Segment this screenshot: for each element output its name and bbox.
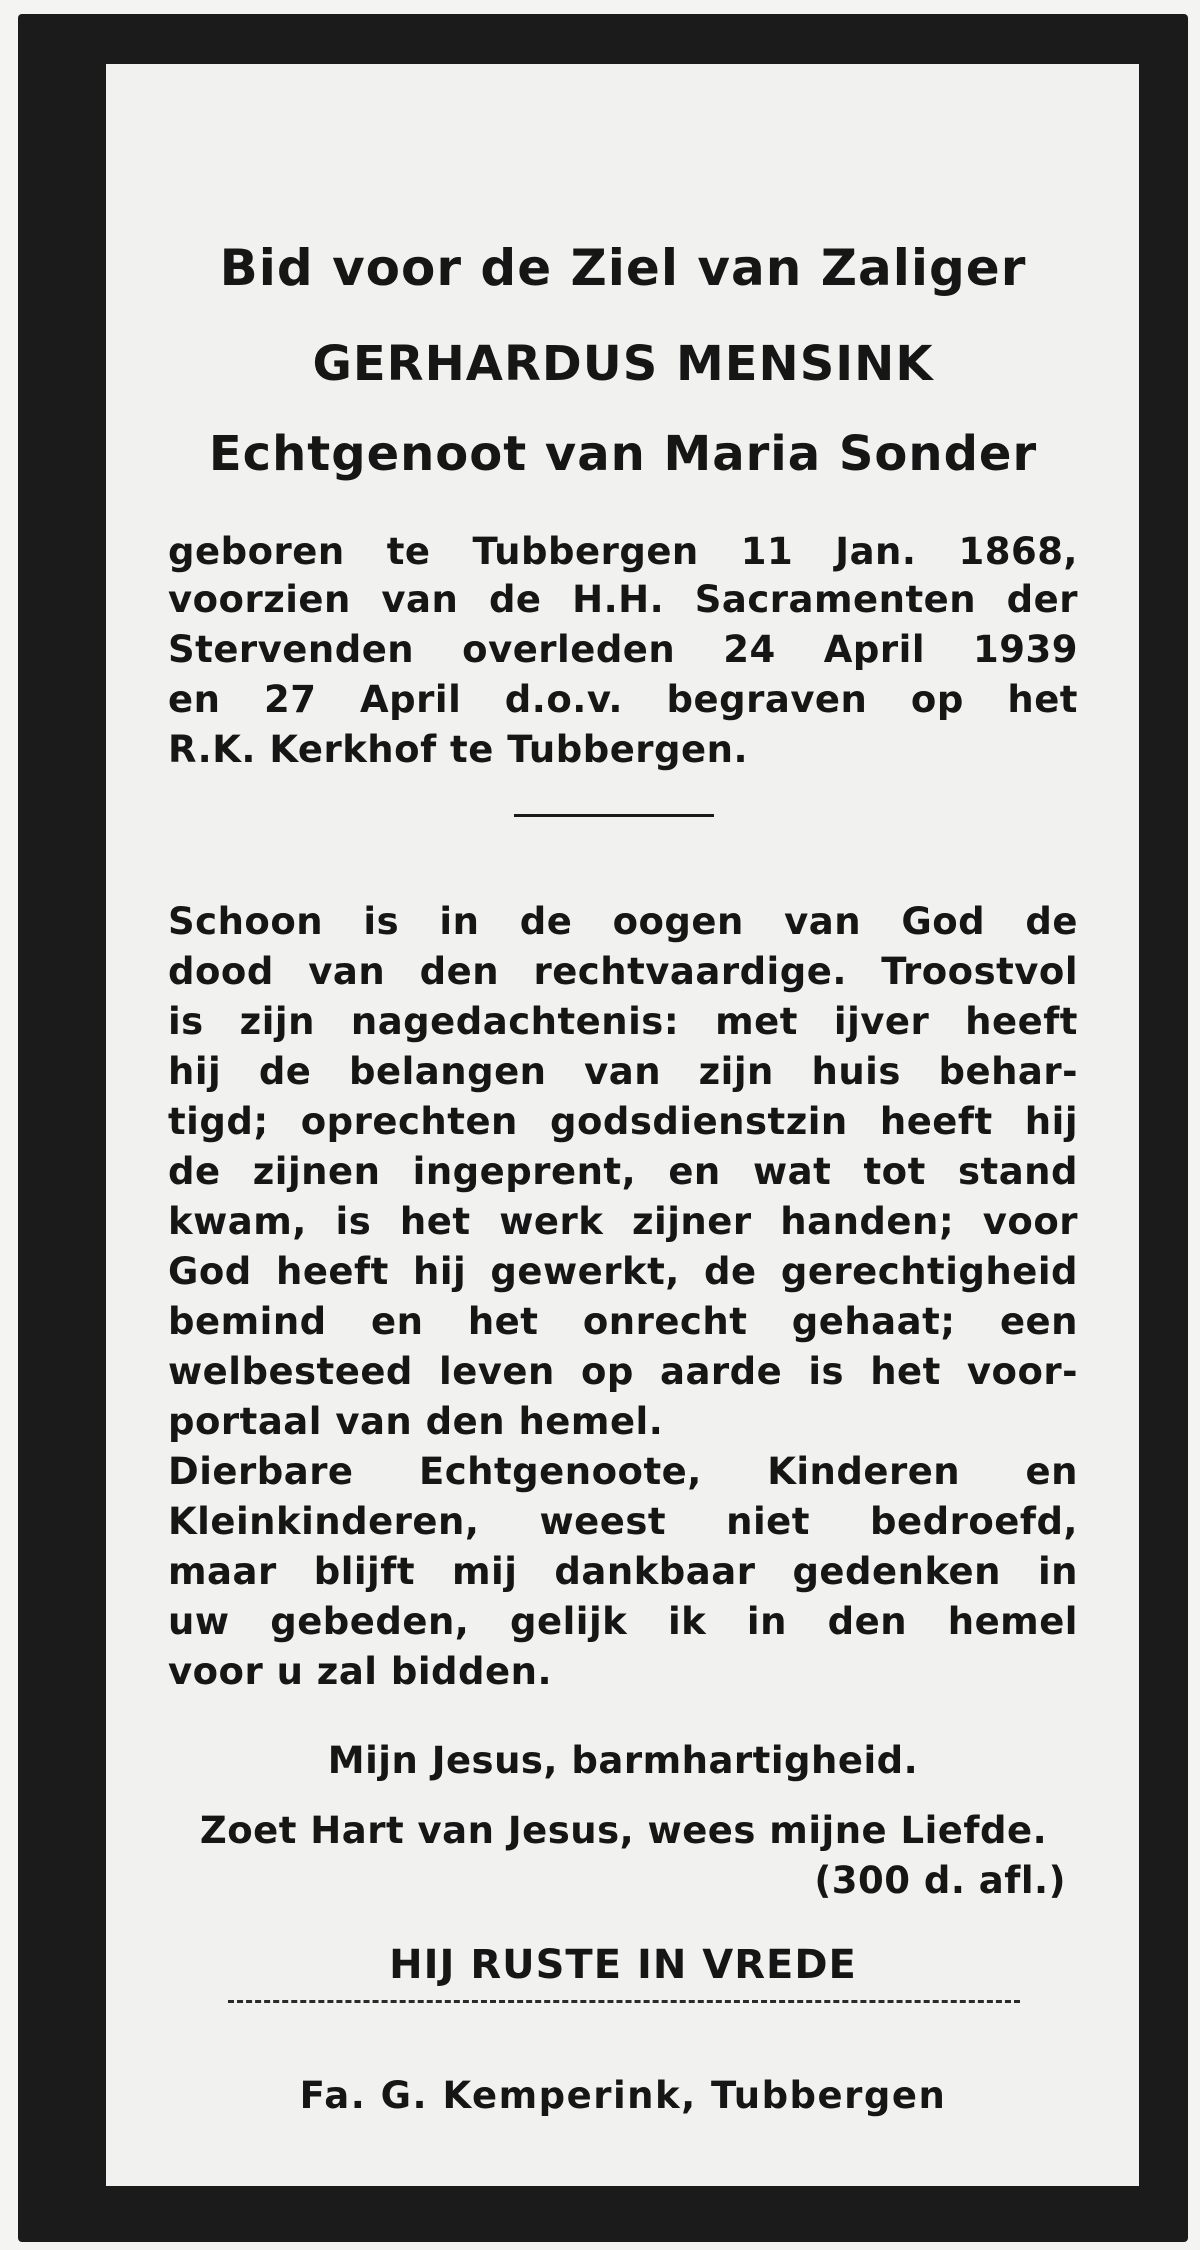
text-line: portaal van den hemel. [168, 1400, 664, 1443]
text-line: de zijnen ingeprent, en wat tot stand [168, 1150, 1078, 1193]
text-line: God heeft hij gewerkt, de gerechtigheid [168, 1250, 1078, 1293]
indulgence-note: (300 d. afl.) [814, 1859, 1066, 1902]
text-line: voor u zal bidden. [168, 1650, 553, 1693]
closing-line: HIJ RUSTE IN VREDE [389, 1942, 857, 1988]
text-line: maar blijft mij dankbaar gedenken in [168, 1550, 1078, 1593]
biography-line: voorzien van de H.H. Sacramenten der [168, 578, 1078, 621]
biography-line: en 27 April d.o.v. begraven op het [168, 678, 1078, 721]
text-line: Schoon is in de oogen van God de [168, 900, 1078, 943]
text-line: uw gebeden, gelijk ik in den hemel [168, 1600, 1078, 1643]
prayer-line1: Mijn Jesus, barmhartigheid. [327, 1739, 919, 1782]
card-content [106, 64, 1139, 2186]
text-line: bemind en het onrecht gehaat; een [168, 1300, 1078, 1343]
text-line: kwam, is het werk zijner handen; voor [168, 1200, 1078, 1243]
short-divider [514, 814, 714, 817]
text-line: Dierbare Echtgenoote, Kinderen en [168, 1450, 1078, 1493]
text-line: Kleinkinderen, weest niet bedroefd, [168, 1500, 1078, 1543]
text-line: is zijn nagedachtenis: met ijver heeft [168, 1000, 1078, 1043]
prayer-line2: Zoet Hart van Jesus, wees mijne Liefde. [199, 1809, 1048, 1852]
text-line: welbesteed leven op aarde is het voor- [168, 1350, 1078, 1393]
long-divider [228, 2000, 1020, 2003]
biography-line: R.K. Kerkhof te Tubbergen. [168, 728, 749, 771]
biography-line: geboren te Tubbergen 11 Jan. 1868, [168, 530, 1078, 573]
memorial-card [18, 14, 1188, 2242]
spouse-line: Echtgenoot van Maria Sonder [208, 426, 1038, 482]
biography-line: Stervenden overleden 24 April 1939 [168, 628, 1078, 671]
text-line: dood van den rechtvaardige. Troostvol [168, 950, 1078, 993]
deceased-name: GERHARDUS MENSINK [312, 336, 934, 392]
text-line: hij de belangen van zijn huis behar- [168, 1050, 1078, 1093]
printer-credit: Fa. G. Kemperink, Tubbergen [299, 2074, 947, 2117]
heading-line1: Bid voor de Ziel van Zaliger [219, 239, 1027, 297]
text-line: tigd; oprechten godsdienstzin heeft hij [168, 1100, 1078, 1143]
